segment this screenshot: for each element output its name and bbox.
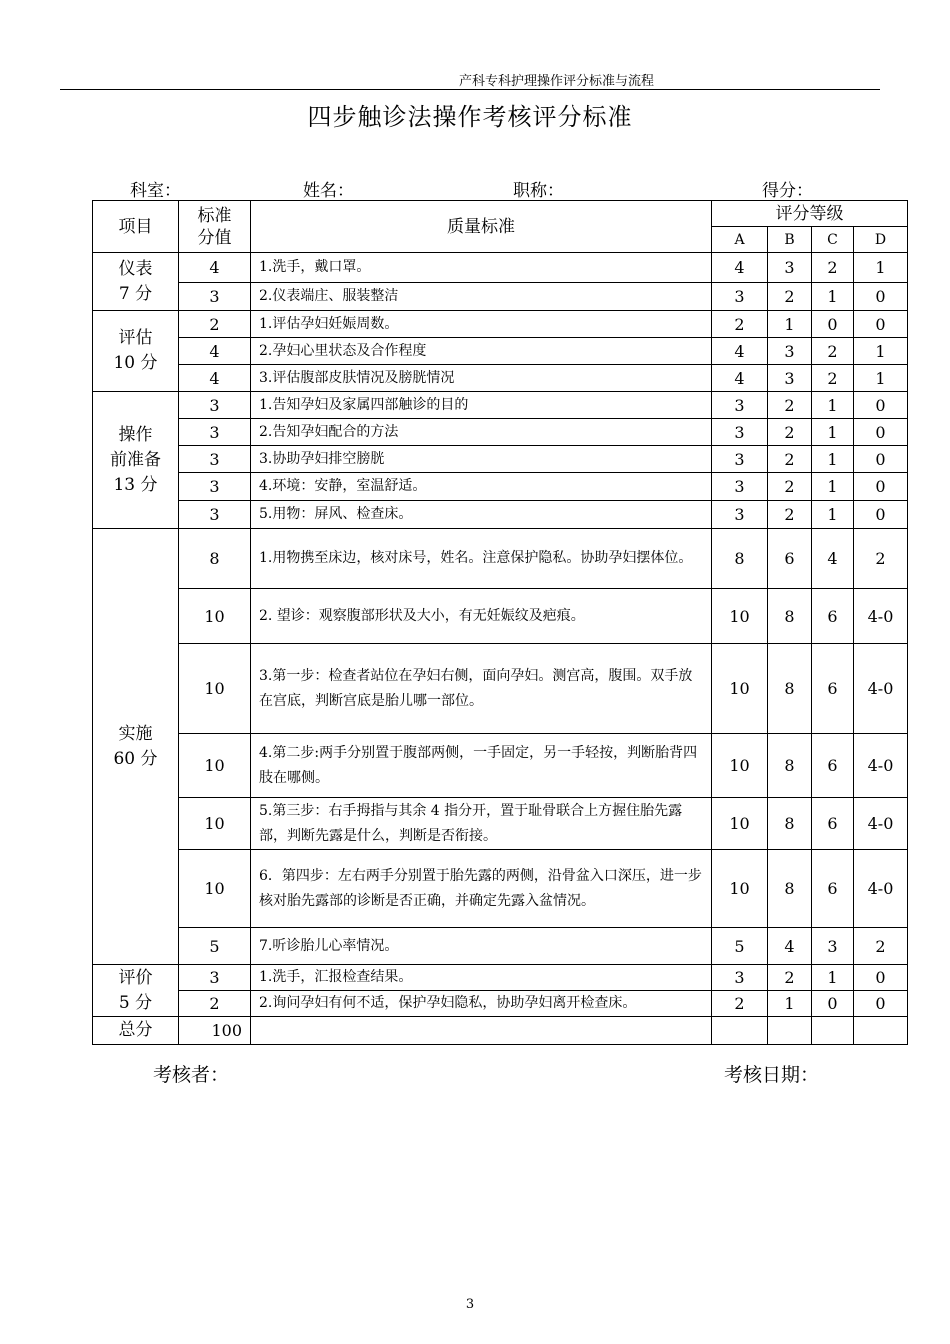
col-header-standard-score-line1: 标准 bbox=[197, 205, 232, 226]
table-row bbox=[93, 419, 908, 446]
quality-standard: 1.洗手，汇报检查结果。 bbox=[251, 965, 712, 991]
standard-score: 3 bbox=[179, 392, 251, 419]
quality-standard: 1.评估孕妇妊娠周数。 bbox=[251, 311, 712, 338]
grade-d-score: 4-0 bbox=[854, 644, 908, 734]
table-row bbox=[93, 798, 908, 850]
grade-a-header: A bbox=[712, 227, 768, 253]
standard-score: 8 bbox=[179, 529, 251, 589]
grade-c-score: 1 bbox=[812, 446, 854, 473]
grade-d-score: 0 bbox=[854, 965, 908, 991]
grade-d-score: 0 bbox=[854, 311, 908, 338]
grade-c-score: 1 bbox=[812, 501, 854, 529]
table-row bbox=[93, 365, 908, 392]
total-grade-d-empty bbox=[854, 1017, 908, 1045]
grade-a-score: 3 bbox=[712, 501, 768, 529]
section-label bbox=[93, 965, 179, 1017]
table-row bbox=[93, 529, 908, 589]
standard-score: 3 bbox=[179, 283, 251, 311]
grade-d-score: 0 bbox=[854, 991, 908, 1017]
quality-standard: 2.告知孕妇配合的方法 bbox=[251, 419, 712, 446]
total-grade-a-empty bbox=[712, 1017, 768, 1045]
grade-c-score: 0 bbox=[812, 311, 854, 338]
grade-c-score: 6 bbox=[812, 798, 854, 850]
page-number: 3 bbox=[465, 1297, 475, 1312]
grade-d-score: 4-0 bbox=[854, 734, 908, 798]
grade-b-score: 4 bbox=[768, 928, 812, 965]
table-row bbox=[93, 928, 908, 965]
grade-c-score: 6 bbox=[812, 850, 854, 928]
standard-score: 2 bbox=[179, 991, 251, 1017]
section-label-line: 7 分 bbox=[118, 283, 153, 304]
quality-standard: 5.第三步：右手拇指与其余 4 指分开，置于耻骨联合上方握住胎先露部，判断先露是什么，判断是否衔接。 bbox=[251, 798, 712, 850]
grade-c-score: 1 bbox=[812, 473, 854, 501]
quality-standard: 2.仪表端庄、服装整洁 bbox=[251, 283, 712, 311]
standard-score: 10 bbox=[179, 798, 251, 850]
grade-a-score: 4 bbox=[712, 365, 768, 392]
grade-b-score: 8 bbox=[768, 734, 812, 798]
quality-standard: 1.告知孕妇及家属四部触诊的目的 bbox=[251, 392, 712, 419]
grade-c-score: 3 bbox=[812, 928, 854, 965]
page-header: 产科专科护理操作评分标准与流程 bbox=[459, 74, 655, 89]
section-label-line: 实施 bbox=[118, 723, 153, 744]
col-header-standard-score-line2: 分值 bbox=[197, 227, 232, 248]
grade-b-score: 2 bbox=[768, 419, 812, 446]
grade-a-score: 5 bbox=[712, 928, 768, 965]
section-label-line: 评估 bbox=[118, 328, 153, 348]
grade-a-score: 3 bbox=[712, 392, 768, 419]
name-label: 姓名： bbox=[303, 181, 354, 201]
grade-d-score: 0 bbox=[854, 446, 908, 473]
col-header-item: 项目 bbox=[93, 201, 179, 253]
grade-b-score: 2 bbox=[768, 965, 812, 991]
grade-b-score: 2 bbox=[768, 392, 812, 419]
grade-b-score: 8 bbox=[768, 644, 812, 734]
quality-standard: 4.环境：安静，室温舒适。 bbox=[251, 473, 712, 501]
standard-score: 10 bbox=[179, 850, 251, 928]
examiner-label: 考核者： bbox=[153, 1064, 230, 1086]
quality-standard: 7.听诊胎儿心率情况。 bbox=[251, 928, 712, 965]
table-row bbox=[93, 850, 908, 928]
table-row bbox=[93, 734, 908, 798]
section-label bbox=[93, 529, 179, 965]
section-label-line: 前准备 bbox=[110, 449, 161, 470]
grade-c-score: 6 bbox=[812, 644, 854, 734]
grade-b-score: 2 bbox=[768, 283, 812, 311]
section-label-line: 13 分 bbox=[113, 474, 158, 495]
grade-d-score: 0 bbox=[854, 501, 908, 529]
grade-a-score: 3 bbox=[712, 419, 768, 446]
score-label: 得分： bbox=[762, 181, 813, 201]
grade-c-score: 6 bbox=[812, 589, 854, 644]
section-label-line: 5 分 bbox=[118, 992, 153, 1013]
grade-a-score: 2 bbox=[712, 311, 768, 338]
grade-b-score: 3 bbox=[768, 253, 812, 283]
table-row bbox=[93, 501, 908, 529]
grade-a-score: 4 bbox=[712, 338, 768, 365]
grade-d-score: 0 bbox=[854, 283, 908, 311]
grade-d-score: 1 bbox=[854, 338, 908, 365]
total-score: 100 bbox=[179, 1017, 251, 1045]
quality-standard: 2.询问孕妇有何不适，保护孕妇隐私，协助孕妇离开检查床。 bbox=[251, 991, 712, 1017]
grade-d-score: 4-0 bbox=[854, 589, 908, 644]
grade-d-header: D bbox=[854, 227, 908, 253]
grade-d-score: 0 bbox=[854, 392, 908, 419]
grade-d-score: 0 bbox=[854, 473, 908, 501]
grade-a-score: 10 bbox=[712, 850, 768, 928]
standard-score: 3 bbox=[179, 446, 251, 473]
table-row bbox=[93, 991, 908, 1017]
grade-b-score: 8 bbox=[768, 850, 812, 928]
grade-c-score: 0 bbox=[812, 991, 854, 1017]
grade-a-score: 10 bbox=[712, 644, 768, 734]
quality-standard: 3.评估腹部皮肤情况及膀胱情况 bbox=[251, 365, 712, 392]
grade-b-score: 3 bbox=[768, 338, 812, 365]
job-title-label: 职称： bbox=[513, 181, 564, 201]
quality-standard: 3.协助孕妇排空膀胱 bbox=[251, 446, 712, 473]
grade-b-score: 2 bbox=[768, 473, 812, 501]
section-label-line: 评价 bbox=[118, 967, 153, 988]
standard-score: 10 bbox=[179, 734, 251, 798]
scoring-table bbox=[92, 200, 908, 1045]
grade-a-score: 3 bbox=[712, 965, 768, 991]
grade-c-score: 2 bbox=[812, 365, 854, 392]
document-title: 四步触诊法操作考核评分标准 bbox=[307, 103, 633, 131]
quality-standard: 1.用物携至床边，核对床号，姓名。注意保护隐私。协助孕妇摆体位。 bbox=[251, 529, 712, 589]
grade-b-score: 2 bbox=[768, 501, 812, 529]
info-row bbox=[0, 176, 950, 201]
table-row bbox=[93, 311, 908, 338]
exam-date-label: 考核日期： bbox=[724, 1064, 820, 1086]
grade-d-score: 1 bbox=[854, 365, 908, 392]
standard-score: 3 bbox=[179, 473, 251, 501]
standard-score: 3 bbox=[179, 501, 251, 529]
table-row bbox=[93, 446, 908, 473]
col-header-grade: 评分等级 bbox=[712, 201, 908, 227]
grade-a-score: 2 bbox=[712, 991, 768, 1017]
section-label bbox=[93, 311, 179, 392]
table-row bbox=[93, 253, 908, 283]
standard-score: 4 bbox=[179, 253, 251, 283]
grade-b-score: 8 bbox=[768, 589, 812, 644]
grade-c-header: C bbox=[812, 227, 854, 253]
grade-d-score: 2 bbox=[854, 529, 908, 589]
grade-a-score: 4 bbox=[712, 253, 768, 283]
grade-b-score: 3 bbox=[768, 365, 812, 392]
grade-a-score: 8 bbox=[712, 529, 768, 589]
quality-standard: 2. 望诊：观察腹部形状及大小，有无妊娠纹及疤痕。 bbox=[251, 589, 712, 644]
grade-a-score: 3 bbox=[712, 473, 768, 501]
standard-score: 3 bbox=[179, 419, 251, 446]
table-row bbox=[93, 965, 908, 991]
total-label: 总分 bbox=[93, 1017, 179, 1045]
grade-d-score: 4-0 bbox=[854, 798, 908, 850]
standard-score: 3 bbox=[179, 965, 251, 991]
grade-c-score: 2 bbox=[812, 253, 854, 283]
table-row bbox=[93, 283, 908, 311]
total-grade-c-empty bbox=[812, 1017, 854, 1045]
grade-d-score: 1 bbox=[854, 253, 908, 283]
grade-d-score: 4-0 bbox=[854, 850, 908, 928]
quality-standard: 1.洗手，戴口罩。 bbox=[251, 253, 712, 283]
grade-c-score: 1 bbox=[812, 283, 854, 311]
quality-standard: 5.用物：屏风、检查床。 bbox=[251, 501, 712, 529]
grade-c-score: 1 bbox=[812, 419, 854, 446]
standard-score: 2 bbox=[179, 311, 251, 338]
grade-b-score: 1 bbox=[768, 991, 812, 1017]
standard-score: 4 bbox=[179, 338, 251, 365]
grade-c-score: 1 bbox=[812, 965, 854, 991]
table-row bbox=[93, 338, 908, 365]
grade-a-score: 3 bbox=[712, 446, 768, 473]
total-row bbox=[93, 1017, 908, 1045]
grade-c-score: 6 bbox=[812, 734, 854, 798]
grade-a-score: 3 bbox=[712, 283, 768, 311]
section-label-line: 10 分 bbox=[113, 353, 158, 373]
grade-b-score: 8 bbox=[768, 798, 812, 850]
section-label bbox=[93, 253, 179, 311]
grade-c-score: 4 bbox=[812, 529, 854, 589]
grade-a-score: 10 bbox=[712, 734, 768, 798]
grade-c-score: 2 bbox=[812, 338, 854, 365]
total-grade-b-empty bbox=[768, 1017, 812, 1045]
standard-score: 10 bbox=[179, 644, 251, 734]
section-label-line: 操作 bbox=[118, 424, 153, 445]
standard-score: 5 bbox=[179, 928, 251, 965]
quality-standard: 2.孕妇心里状态及合作程度 bbox=[251, 338, 712, 365]
col-header-standard-score bbox=[179, 201, 251, 253]
table-row bbox=[93, 589, 908, 644]
grade-d-score: 0 bbox=[854, 419, 908, 446]
header-rule bbox=[60, 89, 880, 90]
quality-standard: 4.第二步:两手分别置于腹部两侧，一手固定，另一手轻按，判断胎背四肢在哪侧。 bbox=[251, 734, 712, 798]
grade-b-header: B bbox=[768, 227, 812, 253]
grade-c-score: 1 bbox=[812, 392, 854, 419]
table-row bbox=[93, 644, 908, 734]
quality-standard: 6．第四步：左右两手分别置于胎先露的两侧，沿骨盆入口深压，进一步核对胎先露部的诊断是否正确，并确定先露入盆情况。 bbox=[251, 850, 712, 928]
standard-score: 4 bbox=[179, 365, 251, 392]
grade-b-score: 2 bbox=[768, 446, 812, 473]
table-row bbox=[93, 392, 908, 419]
dept-label: 科室： bbox=[130, 181, 181, 201]
total-quality-empty bbox=[251, 1017, 712, 1045]
quality-standard: 3.第一步：检查者站位在孕妇右侧，面向孕妇。测宫高，腹围。双手放在宫底，判断宫底是胎儿哪一部位。 bbox=[251, 644, 712, 734]
section-label-line: 60 分 bbox=[113, 748, 158, 769]
grade-a-score: 10 bbox=[712, 798, 768, 850]
table-row bbox=[93, 473, 908, 501]
standard-score: 10 bbox=[179, 589, 251, 644]
grade-d-score: 2 bbox=[854, 928, 908, 965]
col-header-quality-standard: 质量标准 bbox=[251, 201, 712, 253]
grade-b-score: 6 bbox=[768, 529, 812, 589]
section-label bbox=[93, 392, 179, 529]
grade-b-score: 1 bbox=[768, 311, 812, 338]
grade-a-score: 10 bbox=[712, 589, 768, 644]
section-label-line: 仪表 bbox=[118, 258, 153, 279]
